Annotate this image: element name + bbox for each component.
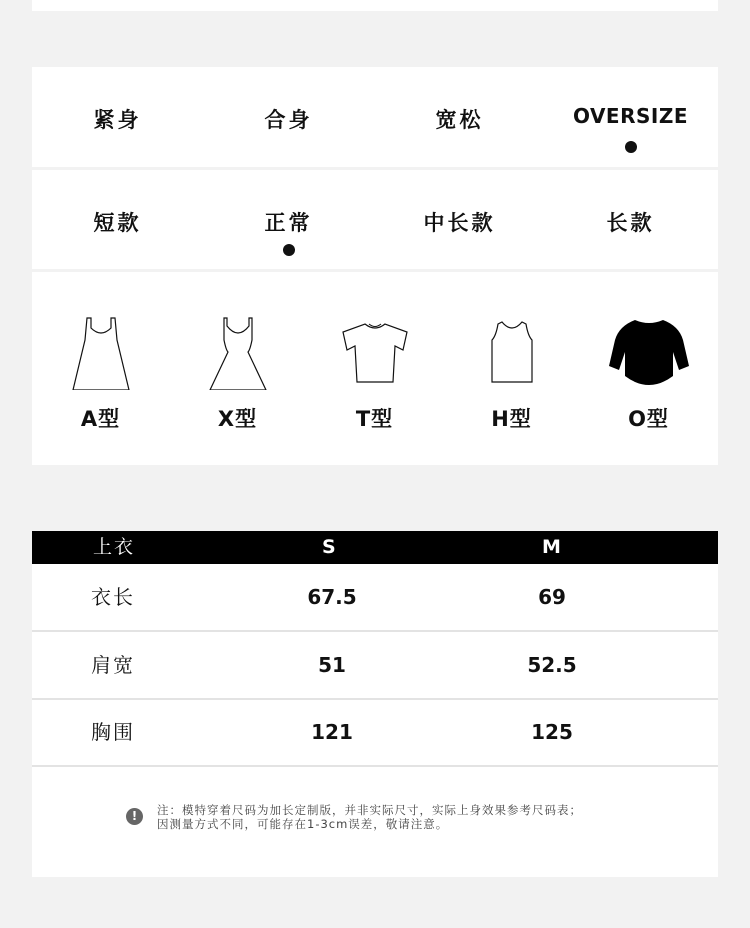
fit-option-label: 紧身 [93,108,142,132]
note-line-2: 因测量方式不同，可能存在1-3cm误差，敬请注意。 [157,817,449,831]
shape-option-label: O型 [628,407,669,431]
sweater-icon [609,310,689,390]
row-label: 肩宽 [91,653,135,677]
a-line-dress-icon [61,310,141,390]
cell-s: 121 [311,720,353,744]
note-line-1: 注：模特穿着尺码为加长定制版，并非实际尺寸，实际上身效果参考尺码表； [157,803,582,817]
fit-option-oversize[interactable] [545,67,716,167]
header-category: 上衣 [93,536,136,558]
length-option-short[interactable] [32,170,203,269]
cell-s: 67.5 [307,585,357,609]
fit-row [32,67,718,167]
x-line-dress-icon [198,310,278,390]
shape-option-label: X型 [217,407,258,431]
size-table [32,531,718,877]
shape-option-x[interactable] [169,272,306,465]
table-row [32,699,718,767]
shape-option-label: A型 [80,407,121,431]
row-label: 胸围 [91,720,135,744]
shape-option-t[interactable] [306,272,443,465]
length-option-label: 中长款 [423,211,496,235]
length-row [32,170,718,269]
fit-option-tight[interactable] [32,67,203,167]
row-label: 衣长 [91,585,135,609]
shape-row [32,272,718,465]
length-option-mid-long[interactable] [374,170,545,269]
fit-option-label: OVERSIZE [572,104,688,128]
length-option-label: 短款 [93,211,142,235]
selected-indicator-dot [625,141,637,153]
fit-option-label: 宽松 [435,108,484,132]
shape-option-h[interactable] [443,272,580,465]
shape-option-o[interactable] [580,272,717,465]
tank-top-icon [472,310,552,390]
shape-option-a[interactable] [32,272,169,465]
measurement-note [157,803,677,831]
top-card-edge [32,0,718,11]
fit-option-label: 合身 [264,108,313,132]
cell-m: 125 [531,720,573,744]
t-shirt-icon [335,310,415,390]
table-row [32,564,718,632]
shape-option-label: T型 [355,407,394,431]
header-size-s: S [322,536,336,558]
fit-option-loose[interactable] [374,67,545,167]
table-row [32,632,718,700]
table-header [32,531,718,564]
cell-m: 69 [538,585,566,609]
shape-option-label: H型 [491,407,532,431]
header-size-m: M [542,536,561,558]
length-option-label: 正常 [264,211,313,235]
cell-s: 51 [318,653,346,677]
fit-selector-card [32,67,718,465]
cell-m: 52.5 [527,653,577,677]
length-option-label: 长款 [606,211,655,235]
exclamation-icon: ! [126,808,143,825]
fit-option-regular[interactable] [203,67,374,167]
length-option-normal[interactable] [203,170,374,269]
length-option-long[interactable] [545,170,716,269]
selected-indicator-dot [283,244,295,256]
